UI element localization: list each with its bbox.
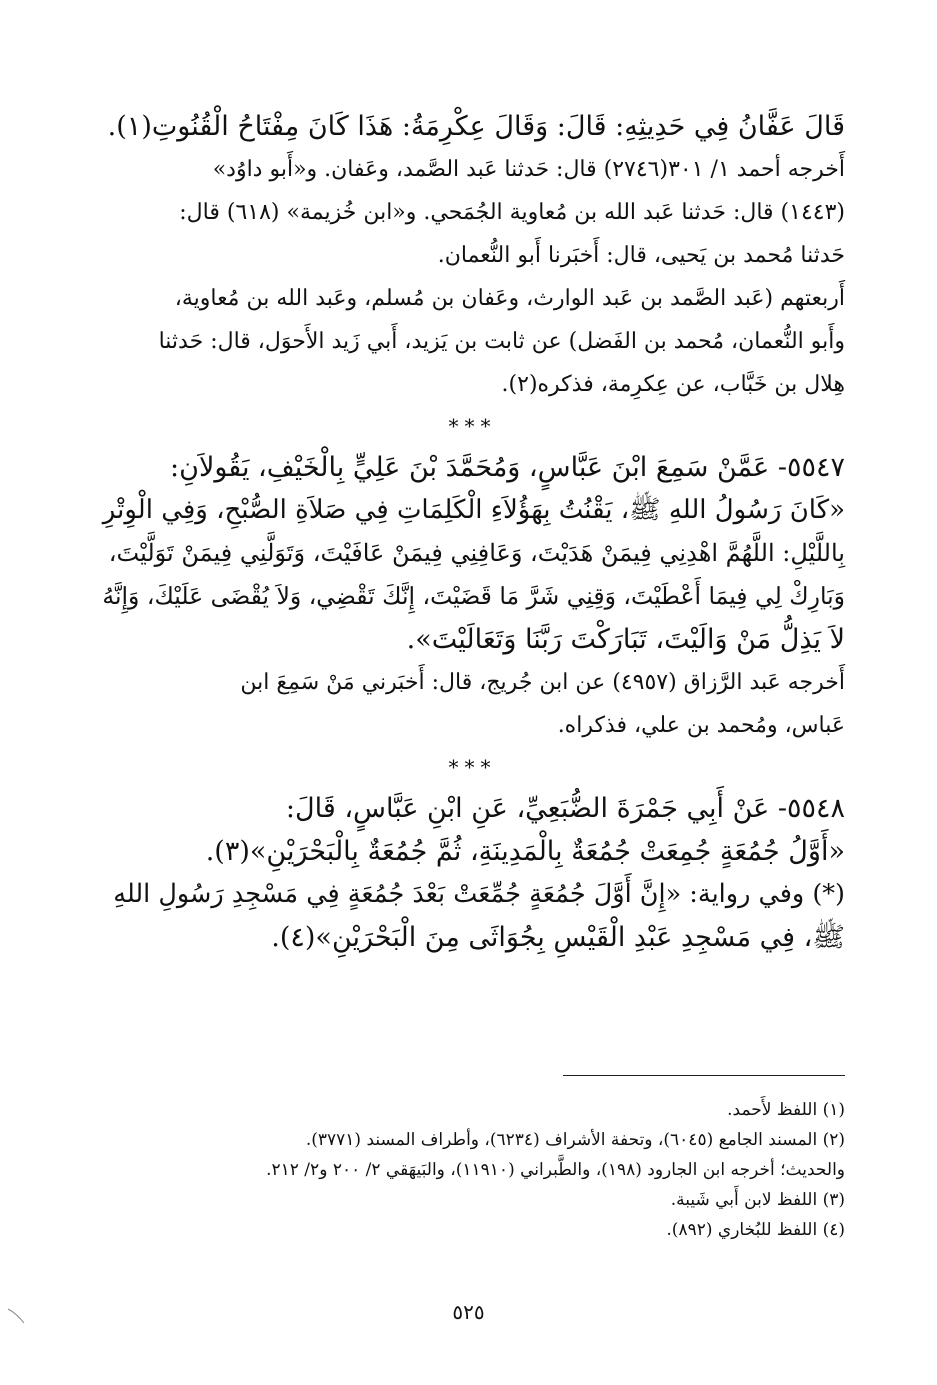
page-body <box>100 105 845 959</box>
section-separator: *** <box>448 755 497 779</box>
hadith-5547-line: «كَانَ رَسُولُ اللهِ ﷺ، يَقْنُتُ بِهَؤُلاَءِ الْكَلِمَاتِ فِي صَلاَةِ الصُّبْحِ، وَفِي الْوِتْرِ <box>102 495 845 525</box>
footnote: (٣) اللفظ لابن أَبي شَيبة. <box>670 1190 845 1210</box>
hadith-5548-line: «أَوَّلُ جُمُعَةٍ جُمِعَتْ جُمُعَةٌ بِالْمَدِينَةِ، ثُمَّ جُمُعَةٌ بِالْبَحْرَيْنِ»(٣). <box>205 836 845 867</box>
hadith-5547-line: ٥٥٤٧- عَمَّنْ سَمِعَ ابْنَ عَبَّاسٍ، وَمُحَمَّدَ بْنَ عَلِيٍّ بِالْخَيْفِ، يَقُولاَنِ: <box>170 452 845 483</box>
hadith-5547-line: وَبَارِكْ لِي فِيمَا أَعْطَيْتَ، وَقِنِي شَرَّ مَا قَضَيْتَ، إِنَّكَ تَقْضِي، وَلاَ يُقْضَى عَلَيْكَ، وَإِنَّهُ <box>102 582 845 610</box>
isnad-line: هِلال بن خَبَّاب، عن عِكرِمة، فذكره(٢). <box>501 372 845 397</box>
takhrij-line: (١٤٤٣) قال: حَدثنا عَبد الله بن مُعاوية الجُمَحي. و«ابن خُزيمة» (٦١٨) قال: <box>179 200 845 225</box>
hadith-5546-tail: قَالَ عَفَّانُ فِي حَدِيثِهِ: قَالَ: وَقَالَ عِكْرِمَةُ: هَذَا كَانَ مِفْتَاحُ الْقُنُوتِ(١). <box>107 111 845 142</box>
footnote: (٤) اللفظ للبُخاري (٨٩٢). <box>666 1220 845 1240</box>
isnad-line: أَربعتهم (عَبد الصَّمد بن عَبد الوارث، وعَفان بن مُسلم، وعَبد الله بن مُعاوية، <box>174 286 845 311</box>
hadith-5547-line: لاَ يَذِلُّ مَنْ وَالَيْتَ، تَبَارَكْتَ رَبَّنَا وَتَعَالَيْتَ». <box>406 624 845 655</box>
hadith-5548-line: ﷺ، فِي مَسْجِدِ عَبْدِ الْقَيْسِ بِجُوَاثَى مِنَ الْبَحْرَيْنِ»(٤). <box>271 922 845 953</box>
footnote: والحديث؛ أخرجه ابن الجارود (١٩٨)، والطَّبراني (١١٩١٠)، والبَيهَقي ٢/ ٢٠٠ و٢/ ٢١٢. <box>266 1160 845 1180</box>
footnote-divider <box>563 1075 845 1076</box>
takhrij-line: أَخرجه عَبد الرَّزاق (٤٩٥٧) عن ابن جُريج، قال: أَخبَرني مَنْ سَمِعَ ابن <box>240 670 845 695</box>
scan-mark <box>6 1305 28 1327</box>
footnotes <box>100 1095 845 1245</box>
page-number: ٥٢٥ <box>452 1300 485 1324</box>
hadith-5548-line: (*) وفي رواية: «إِنَّ أَوَّلَ جُمُعَةٍ جُمِّعَتْ بَعْدَ جُمُعَةٍ فِي مَسْجِدِ رَسُولِ اللهِ <box>113 879 845 909</box>
footnote: (٢) المسند الجامع (٦٠٤٥)، وتحفة الأشراف (٦٢٣٤)، وأطراف المسند (٣٧٧١). <box>305 1130 845 1150</box>
hadith-5547-line: بِاللَّيْلِ: اللَّهُمَّ اهْدِنِي فِيمَنْ هَدَيْتَ، وَعَافِنِي فِيمَنْ عَافَيْتَ، وَتَوَلَّنِي فِيمَنْ تَوَلَّيْتَ، <box>108 539 845 567</box>
isnad-line: وأَبو النُّعمان، مُحمد بن الفَضل) عن ثابت بن يَزيد، أَبي زَيد الأَحوَل، قال: حَدثنا <box>158 329 845 354</box>
takhrij-line: أَخرجه أحمد ١/ ٣٠١(٢٧٤٦) قال: حَدثنا عَبد الصَّمد، وعَفان. و«أَبو داوُد» <box>212 157 845 182</box>
hadith-5548-line: ٥٥٤٨- عَنْ أَبِي جَمْرَةَ الضُّبَعِيِّ، عَنِ ابْنِ عَبَّاسٍ، قَالَ: <box>285 793 845 824</box>
footnote: (١) اللفظ لأَحمد. <box>727 1100 845 1120</box>
section-separator: *** <box>448 414 497 438</box>
takhrij-line: عَباس، ومُحمد بن علي، فذكراه. <box>557 713 845 738</box>
takhrij-line: حَدثنا مُحمد بن يَحيى، قال: أَخبَرنا أَبو النُّعمان. <box>437 243 845 268</box>
